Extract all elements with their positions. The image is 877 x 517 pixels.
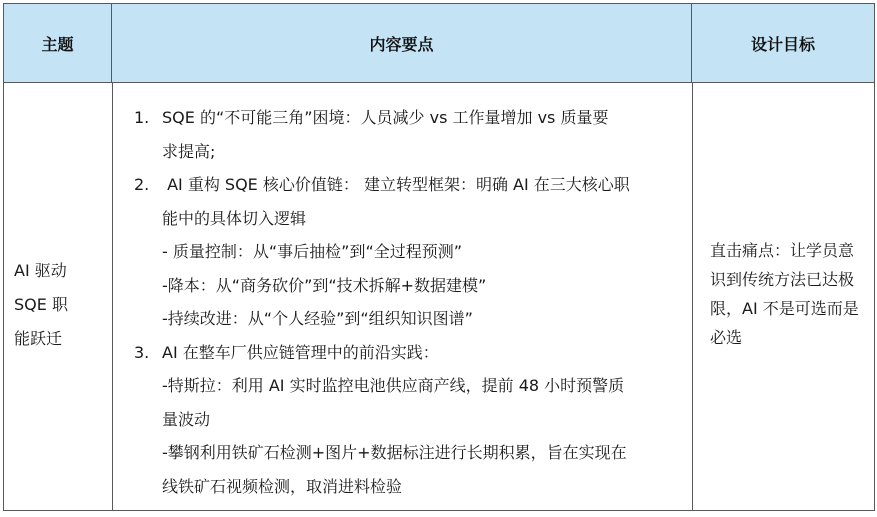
goal-line: 识到传统方法已达极 [710,270,855,289]
column-divider-2 [692,82,693,510]
sub-item: -降本：从“商务砍价”到“技术拆解+数据建模” [162,275,487,295]
item-number: 2. [134,175,150,194]
column-divider-1 [112,82,113,510]
content-item-1 [134,101,679,168]
goal-line: 必选 [710,328,743,347]
sub-item: -持续改进：从“个人经验”到“组织知识图谱” [162,309,473,328]
header-divider [4,82,874,83]
topic-line: SQE 职 [14,295,68,314]
item-number: 1. [134,108,150,127]
sub-item: 线铁矿石视频检测，取消进料检验 [162,476,403,496]
header-content: 内容要点 [112,4,692,82]
topic-line: AI 驱动 [14,261,67,280]
content-item-2 [134,168,679,235]
item-line: AI 在整车厂供应链管理中的前沿实践： [162,342,439,362]
topic-line: 能跃迁 [14,329,63,348]
header-topic: 主题 [4,4,112,82]
item-line: SQE 的“不可能三角”困境：人员减少 vs 工作量增加 vs 质量要 [162,108,609,127]
goal-line: 直击痛点：让学员意 [710,241,855,260]
content-table [3,3,875,511]
topic-cell [14,254,106,356]
item-line: 能中的具体切入逻辑 [162,208,307,228]
goal-line: 限，AI 不是可选而是 [710,299,859,318]
content-cell [134,101,679,503]
sub-item: -特斯拉：利用 AI 实时监控电池供应商产线，提前 48 小时预警质 [162,376,625,395]
sub-item: 量波动 [162,409,211,429]
sub-item: - 质量控制：从“事后抽检”到“全过程预测” [162,242,463,261]
sub-item: -攀钢利用铁矿石检测+图片+数据标注进行长期积累，旨在实现在 [162,443,627,462]
item-line: AI 重构 SQE 核心价值链： 建立转型框架：明确 AI 在三大核心职 [162,175,630,194]
header-goal: 设计目标 [692,4,874,82]
item-line: 求提高; [162,141,216,161]
goal-cell [710,236,874,352]
item-number: 3. [134,342,150,362]
content-item-3 [134,336,679,370]
